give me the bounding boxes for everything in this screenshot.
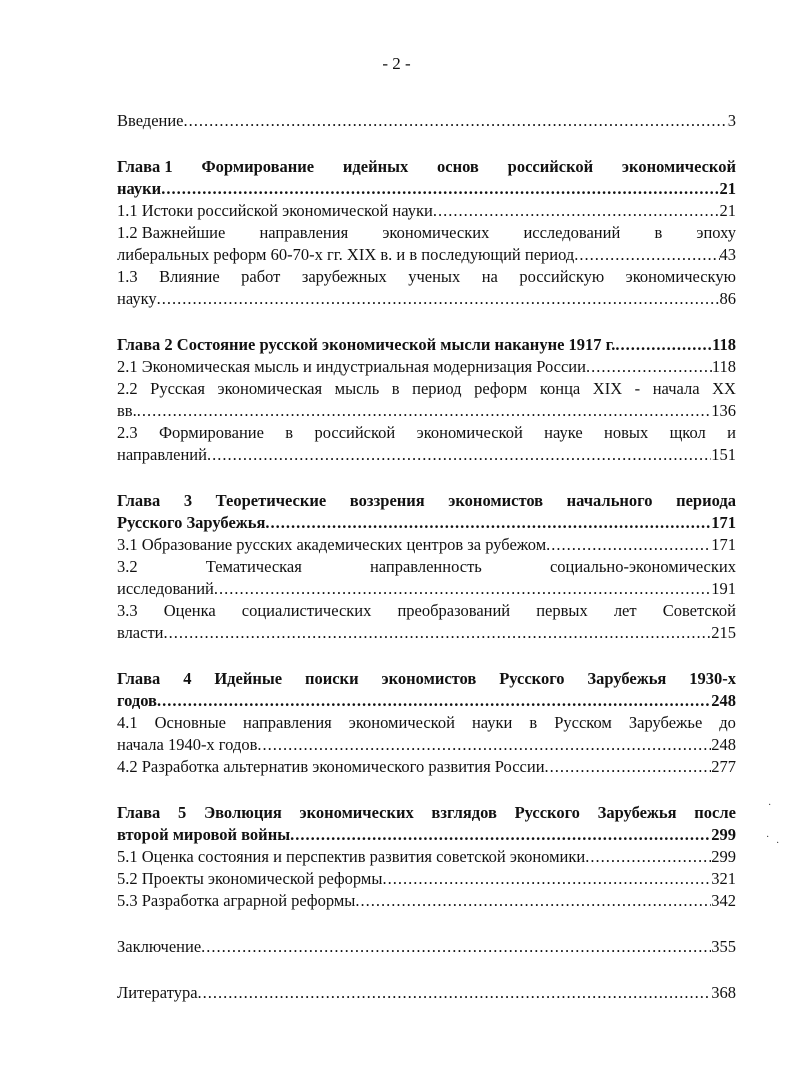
section-5-1: 5.1 Оценка состояния и перспектив развития советской экономики ..... 299 xyxy=(117,846,736,868)
section-2-3-line1: 2.3 Формирование в российской экономической науке новых щкол и xyxy=(117,423,736,442)
section-4-2: 4.2 Разработка альтернатив экономического развития России ..... 277 xyxy=(117,756,736,778)
scan-speck: · xyxy=(776,838,780,849)
section-4-1-line1: 4.1 Основные направления экономической науки в Русском Зарубежье до xyxy=(117,713,736,732)
chapter-3-title-line2: Русского Зарубежья ..... 171 xyxy=(117,512,736,534)
section-3-1: 3.1 Образование русских академических центров за рубежом ..... 171 xyxy=(117,534,736,556)
section-2-2-line2: вв. ..... 136 xyxy=(117,400,736,422)
section-1-2-line1: 1.2 Важнейшие направления экономических исследований в эпоху xyxy=(117,223,736,242)
toc-entry-literature: Литература ..... 368 xyxy=(117,982,736,1004)
chapter-1-title-line2: науки ..... 21 xyxy=(117,178,736,200)
toc-entry-conclusion: Заключение ..... 355 xyxy=(117,936,736,958)
section-3-3-line1: 3.3 Оценка социалистических преобразований первых лет Советской xyxy=(117,601,736,620)
section-3-2-line1: 3.2 Тематическая направленность социально-экономических xyxy=(117,557,736,576)
table-of-contents xyxy=(117,110,736,1004)
toc-entry-intro: Введение ..... 3 xyxy=(117,110,736,132)
scan-speck: · xyxy=(766,832,770,843)
chapter-5-title-line1: Глава 5 Эволюция экономических взглядов Русского Зарубежья после xyxy=(117,803,736,822)
section-5-3: 5.3 Разработка аграрной реформы ..... 342 xyxy=(117,890,736,912)
chapter-2-title: Глава 2 Состояние русской экономической мысли накануне 1917 г. ..... 118 xyxy=(117,334,736,356)
section-1-2-line2: либеральных реформ 60-70-х гг. XIX в. и в последующий период ..... 43 xyxy=(117,244,736,266)
section-5-2: 5.2 Проекты экономической реформы ..... 321 xyxy=(117,868,736,890)
section-1-3-line2: науку ..... 86 xyxy=(117,288,736,310)
section-3-3-line2: власти ..... 215 xyxy=(117,622,736,644)
section-3-2-line2: исследований ..... 191 xyxy=(117,578,736,600)
scan-speck: · xyxy=(768,800,772,811)
chapter-1-title-line1: Глава 1 Формирование идейных основ российской экономической xyxy=(117,157,736,176)
section-2-3-line2: направлений ..... 151 xyxy=(117,444,736,466)
chapter-4-title-line2: годов ..... 248 xyxy=(117,690,736,712)
section-1-3-line1: 1.3 Влияние работ зарубежных ученых на российскую экономическую xyxy=(117,267,736,286)
section-2-1: 2.1 Экономическая мысль и индустриальная модернизация России ..... 118 xyxy=(117,356,736,378)
chapter-4-title-line1: Глава 4 Идейные поиски экономистов Русского Зарубежья 1930-х xyxy=(117,669,736,688)
section-4-1-line2: начала 1940-х годов ..... 248 xyxy=(117,734,736,756)
chapter-3-title-line1: Глава 3 Теоретические воззрения экономистов начального периода xyxy=(117,491,736,510)
page-number: - 2 - xyxy=(382,54,411,73)
section-1-1: 1.1 Истоки российской экономической науки ..... 21 xyxy=(117,200,736,222)
section-2-2-line1: 2.2 Русская экономическая мысль в период реформ конца XIX - начала XX xyxy=(117,379,736,398)
chapter-5-title-line2: второй мировой войны ..... 299 xyxy=(117,824,736,846)
